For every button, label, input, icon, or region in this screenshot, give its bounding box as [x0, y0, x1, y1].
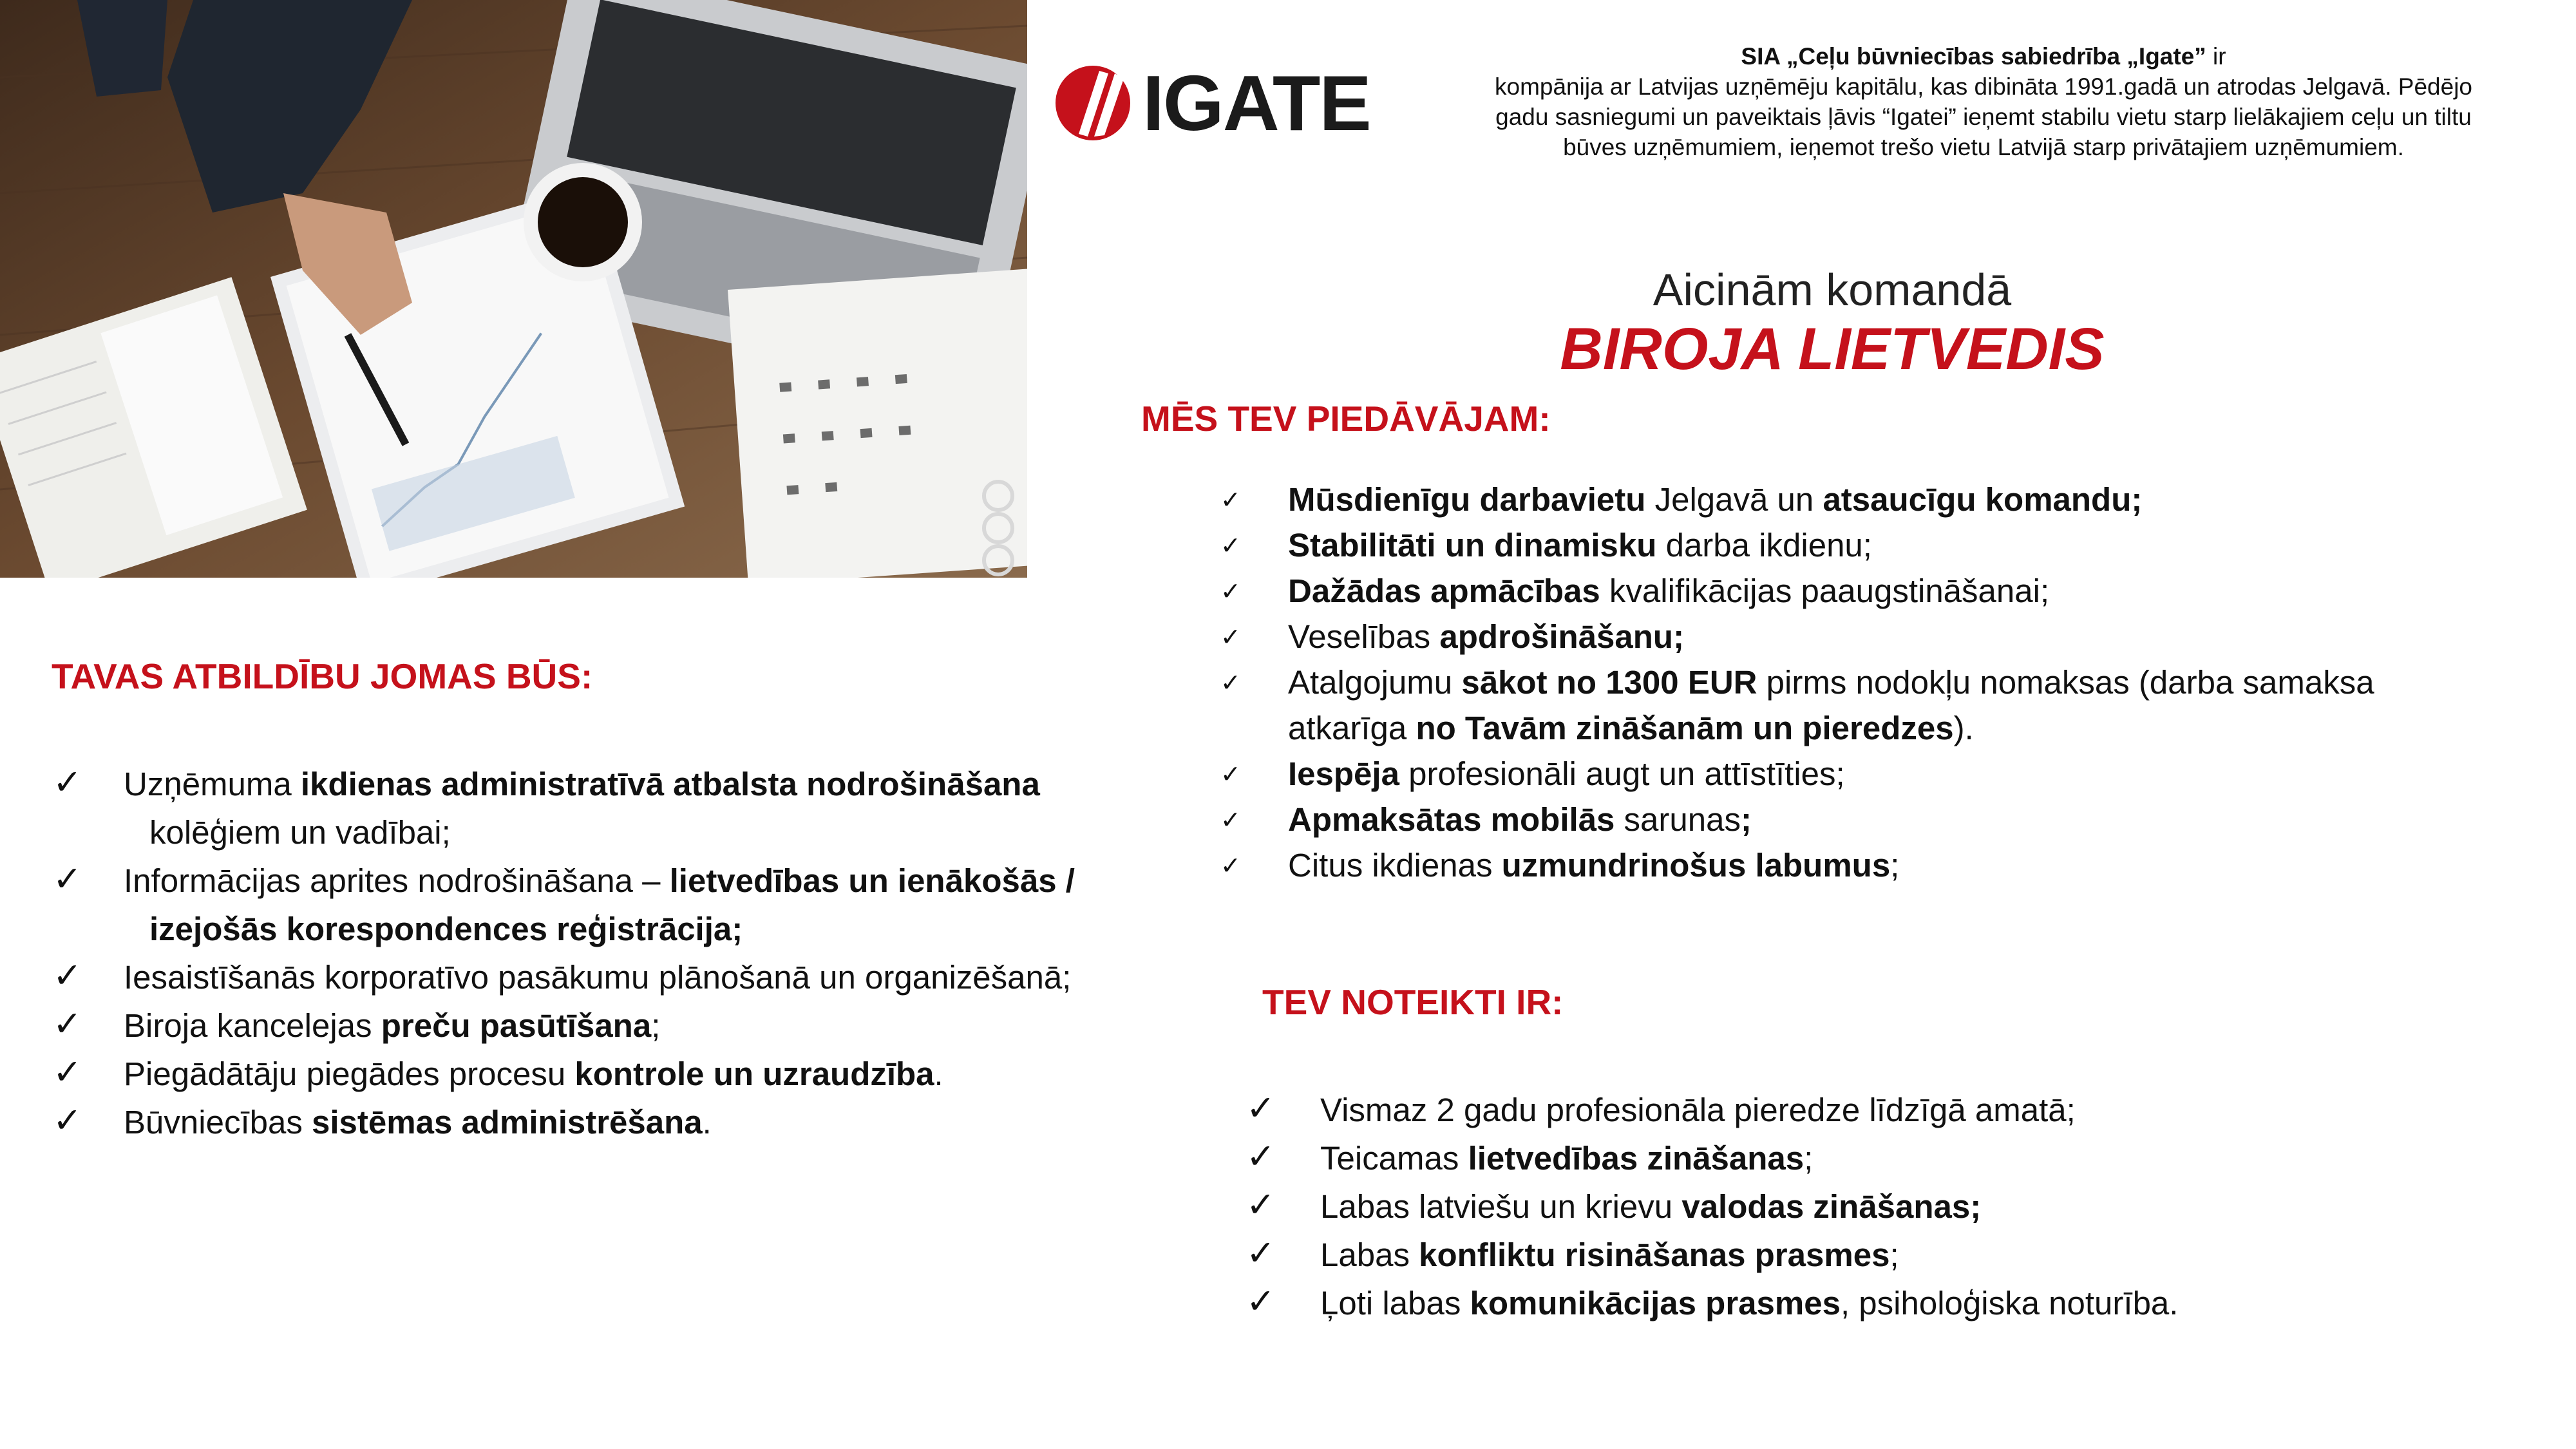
list-item: ✓ Atalgojumu sākot no 1300 EUR pirms nodokļu nomaksas (darba samaksa atkarīga no Tavām zināšanām un pieredzes).: [1220, 659, 2521, 751]
logo-wordmark: IGATE: [1142, 59, 1370, 147]
list-item: ✓ Ļoti labas komunikācijas prasmes, psiholoģiska noturība.: [1246, 1279, 2534, 1327]
check-mark-icon: ✓: [1220, 533, 1241, 560]
check-mark-icon: ✓: [1246, 1282, 1276, 1321]
check-mark-icon: ✓: [53, 860, 82, 898]
list-item: ✓ Informācijas aprites nodrošināšana – lietvedības un ienākošās / izejošās korespondences reģistrācija;: [53, 857, 1148, 953]
position-title: BIROJA LIETVEDIS: [1560, 316, 2105, 382]
intro-line-1-tail: ir: [2206, 43, 2226, 70]
check-mark-icon: ✓: [1220, 807, 1241, 834]
company-name: SIA „Ceļu būvniecības sabiedrība „Igate”: [1741, 43, 2206, 70]
list-item: ✓ Veselības apdrošināšanu;: [1220, 614, 2521, 659]
igate-logo-mark-icon: [1054, 64, 1132, 142]
list-item: ✓ Mūsdienīgu darbavietu Jelgavā un atsaucīgu komandu;: [1220, 477, 2521, 522]
office-desk-photo: [0, 0, 1027, 578]
desk-with-laptop-documents-coffee-icon: [0, 0, 1027, 578]
list-item: ✓ Apmaksātas mobilās sarunas;: [1220, 797, 2521, 842]
duties-list: [53, 760, 1148, 1146]
igate-logo: [1054, 59, 1399, 147]
intro-line-4: būves uzņēmumiem, ieņemot trešo vietu Latvijā starp privātajiem uzņēmumiem.: [1563, 134, 2404, 160]
duties-heading: TAVAS ATBILDĪBU JOMAS BŪS:: [52, 656, 593, 696]
list-item: ✓ Vismaz 2 gadu profesionāla pieredze līdzīgā amatā;: [1246, 1086, 2534, 1134]
check-mark-icon: ✓: [53, 1101, 82, 1140]
list-item: ✓ Biroja kancelejas preču pasūtīšana;: [53, 1001, 1148, 1050]
check-mark-icon: ✓: [53, 956, 82, 995]
offer-heading: MĒS TEV PIEDĀVĀJAM:: [1141, 399, 1551, 439]
intro-line-1: [1404, 41, 2563, 71]
list-item: ✓ Iespēja profesionāli augt un attīstīties;: [1220, 751, 2521, 797]
check-mark-icon: ✓: [1246, 1234, 1276, 1273]
check-mark-icon: ✓: [1246, 1186, 1276, 1224]
requirements-heading: TEV NOTEIKTI IR:: [1262, 982, 1564, 1022]
list-item: ✓ Teicamas lietvedības zināšanas;: [1246, 1134, 2534, 1182]
list-item: ✓ Dažādas apmācības kvalifikācijas paaugstināšanai;: [1220, 568, 2521, 614]
check-mark-icon: ✓: [1246, 1089, 1276, 1128]
requirements-list: [1246, 1086, 2534, 1327]
offer-list: [1220, 477, 2521, 888]
check-mark-icon: ✓: [1220, 578, 1241, 605]
list-item: ✓ Labas konfliktu risināšanas prasmes;: [1246, 1231, 2534, 1279]
invite-text: Aicinām komandā: [1653, 265, 2012, 315]
intro-line-2: kompānija ar Latvijas uzņēmēju kapitālu, kas dibināta 1991.gadā un atrodas Jelgavā. Pēdējo: [1495, 73, 2472, 100]
check-mark-icon: ✓: [1220, 761, 1241, 788]
company-intro: [1404, 41, 2563, 162]
list-item: ✓ Būvniecības sistēmas administrēšana.: [53, 1098, 1148, 1146]
list-item: ✓ Stabilitāti un dinamisku darba ikdienu;: [1220, 522, 2521, 568]
check-mark-icon: ✓: [53, 1053, 82, 1092]
check-mark-icon: ✓: [1220, 853, 1241, 880]
check-mark-icon: ✓: [53, 763, 82, 802]
check-mark-icon: ✓: [1220, 487, 1241, 514]
check-mark-icon: ✓: [1220, 624, 1241, 651]
check-mark-icon: ✓: [53, 1005, 82, 1043]
list-item: ✓ Piegādātāju piegādes procesu kontrole un uzraudzība.: [53, 1050, 1148, 1098]
check-mark-icon: ✓: [1246, 1137, 1276, 1176]
list-item: ✓ Citus ikdienas uzmundrinošus labumus;: [1220, 842, 2521, 888]
list-item: ✓ Labas latviešu un krievu valodas zināšanas;: [1246, 1182, 2534, 1231]
check-mark-icon: ✓: [1220, 670, 1241, 697]
intro-line-3: gadu sasniegumi un paveiktais ļāvis “Igatei” ieņemt stabilu vietu starp lielākajiem ceļu un tiltu: [1495, 104, 2472, 130]
list-item: ✓ Uzņēmuma ikdienas administratīvā atbalsta nodrošināšana kolēģiem un vadībai;: [53, 760, 1148, 857]
list-item: ✓ Iesaistīšanās korporatīvo pasākumu plānošanā un organizēšanā;: [53, 953, 1148, 1001]
